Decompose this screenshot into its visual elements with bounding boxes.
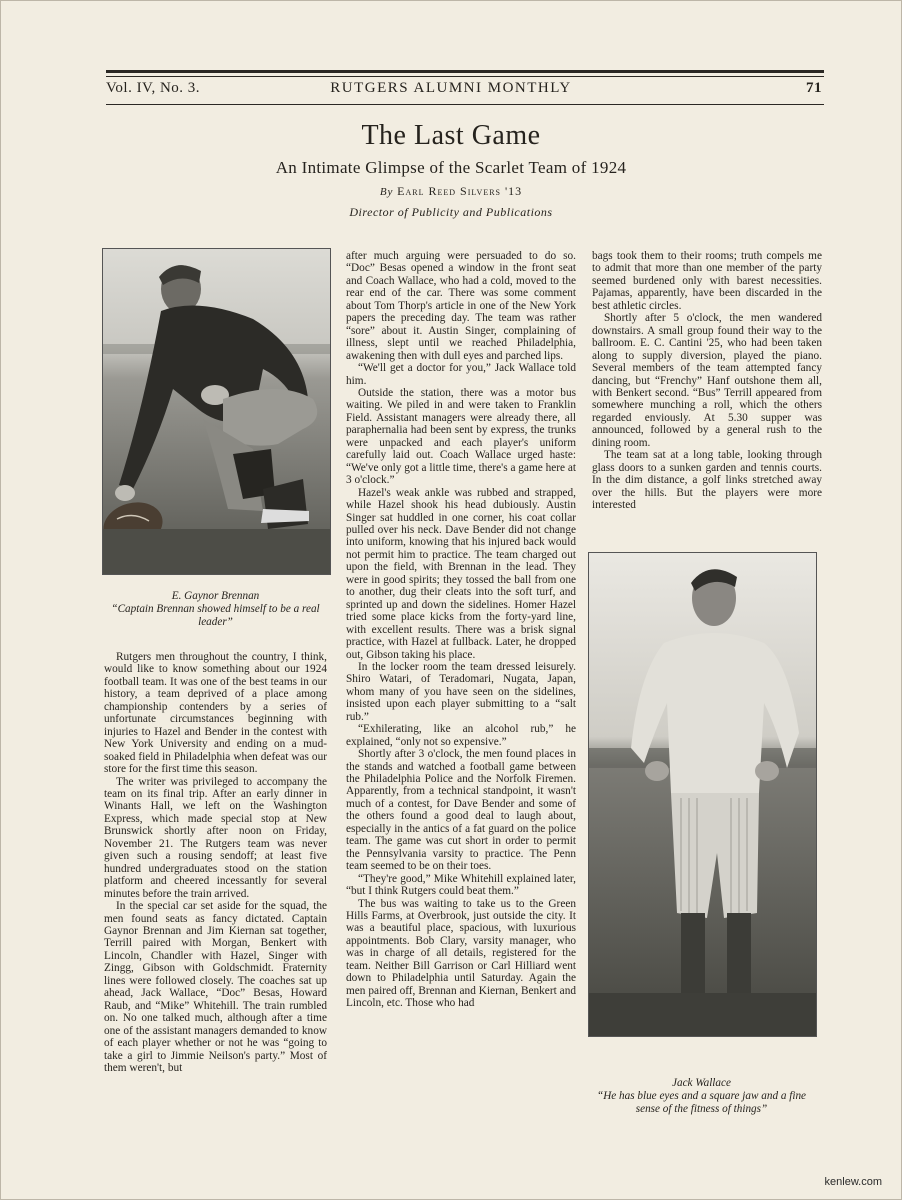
- col2-paragraph: Shortly after 3 o'clock, the men found places in the stands and watched a football game between the Philadelphia Police and the Norfolk Firemen. Apparently, from a technical standpoint, it wasn't much of a contest, for Dave Bender and some of the others found a good deal to laugh about, especially in the antics of a fat guard on the police team. The game was cut short in order to permit the Pennsylvania varsity to practice. The Penn team seemed to be on their toes.: [346, 748, 576, 873]
- publication-name: RUTGERS ALUMNI MONTHLY: [330, 80, 572, 96]
- col2-paragraph: Hazel's weak ankle was rubbed and strapped, while Hazel shook his head dubiously. Austin Singer sat huddled in one corner, his coat collar pulled over his neck. Dave Bender did not change into uniform, knowing that his injured back would not permit him to practice. The team charged out upon the field, with Brennan in the lead. They were in good spirits; they tossed the ball from one to another, dug their cleats into the soft turf, and sprinted up and down the sidelines. Homer Hazel tried some place kicks from the forty-yard line, with excellent results. There was a brisk signal practice, with Hazel at fullback. Later, he dropped out, Gibson taking his place.: [346, 486, 576, 661]
- volume-label: Vol. IV, No. 3.: [106, 80, 201, 96]
- col1-paragraph: In the special car set aside for the squad, the men found seats as fancy dictated. Captain Gaynor Brennan and Jim Kiernan sat together, Terrill paired with Morgan, Benkert with Lincoln, Chandler with Hazel, Singer with Zingg, Gibson with Goldschmidt. Fraternity lines were followed closely. The coaches sat up ahead, Jack Wallace, “Doc” Besas, Howard Raub, and “Mike” Whitehill. The train rumbled on. No one talked much, although after a time one of the assistant managers demanded to know of each player whether or not he was “going to take a girl to Jimmie Neilson's party.” Most of them weren't, but: [104, 900, 327, 1074]
- wallace-caption-name: Jack Wallace: [672, 1077, 731, 1089]
- col2-paragraph: “We'll get a doctor for you,” Jack Wallace told him.: [346, 362, 576, 387]
- brennan-caption-quote: “Captain Brennan showed himself to be a real leader”: [111, 603, 320, 628]
- brennan-caption-name: E. Gaynor Brennan: [171, 590, 260, 602]
- text-column-1: [104, 651, 327, 1074]
- byline-prefix: By: [379, 186, 394, 198]
- brennan-figure-illustration: [103, 249, 330, 574]
- col2-paragraph: “They're good,” Mike Whitehill explained later, “but I think Rutgers could beat them.”: [346, 872, 576, 898]
- header-rule-top-thin: [106, 76, 824, 77]
- col3-paragraph: Shortly after 5 o'clock, the men wandered downstairs. A small group found their way to the ballroom. E. C. Cantini '25, who had been taken along to supply diversion, played the piano. Several members of the team attempted fancy dancing, but “Frenchy” Hanf outshone them all, with Benkert second. “Bus” Terrill appeared from somewhere munching a roll, which the others regarded enviously. At 5.30 supper was announced, followed by a general rush to the dining room.: [592, 312, 822, 449]
- author-name: Earl Reed Silvers '13: [397, 184, 523, 198]
- header-rule-bottom: [106, 104, 824, 105]
- col1-paragraph: Rutgers men throughout the country, I think, would like to know something about our 1924 football team. It was one of the best teams in our history, a team deprived of a place among championship contenders by a series of unfortunate circumstances beginning with injuries to Hazel and Bender in the contest with New York University and ending on a mud-soaked field in Philadelphia when defeat was our store for the first time this season.: [104, 651, 327, 776]
- wallace-figure-illustration: [589, 553, 816, 1036]
- col1-paragraph: The writer was privileged to accompany the team on its final trip. After an early dinner in Winants Hall, we left on the Washington Express, which made special stop at New Brunswick shortly after noon on Friday, November 21. The Rutgers team was never given such a rousing sendoff; at least five hundred undergraduates stood on the station platform and cheered incessantly for several minutes before the train arrived.: [104, 775, 327, 900]
- watermark: kenlew.com: [824, 1176, 882, 1188]
- col2-paragraph: after much arguing were persuaded to do so. “Doc” Besas opened a window in the front seat and Coach Wallace, who had a cold, moved to the rear end of the car. There was some comment about Tom Thorp's article in one of the New York papers the preceding day. The team was rather “sore” about it. Austin Singer, complaining of illness, slept until we reached Philadelphia, awakening then with dull eyes and parched lips.: [346, 250, 576, 362]
- page-number: 71: [806, 80, 822, 96]
- col2-paragraph: The bus was waiting to take us to the Green Hills Farms, at Overbrook, just outside the city. It was a beautiful place, spacious, with luxurious appointments. Bob Clary, varsity manager, who was in charge of all details, registered for the team. Neither Bill Garrison or Carl Hilliard went down to Philadelphia until Saturday. Again the men paired off, Brennan and Kiernan, Benkert and Lincoln, etc. Those who had: [346, 897, 576, 1010]
- article-title: The Last Game: [361, 120, 541, 151]
- header-rule-top: [106, 70, 824, 73]
- col2-paragraph: “Exhilerating, like an alcohol rub,” he explained, “only not so expensive.”: [346, 723, 576, 748]
- text-column-2: [346, 250, 576, 1010]
- photo-wallace: [588, 552, 817, 1037]
- photo-brennan: [102, 248, 331, 575]
- author-title: Director of Publicity and Publications: [349, 205, 553, 219]
- wallace-caption-quote: “He has blue eyes and a square jaw and a fine sense of the fitness of things”: [596, 1090, 807, 1115]
- text-column-3: [592, 250, 822, 512]
- article-subtitle: An Intimate Glimpse of the Scarlet Team of 1924: [275, 158, 627, 177]
- col2-paragraph: In the locker room the team dressed leisurely. Shiro Watari, of Teradomari, Nugata, Japan, whom many of you have seen on the sidelines, insisted upon each player submitting to a “salt rub.”: [346, 660, 576, 723]
- col2-paragraph: Outside the station, there was a motor bus waiting. We piled in and were taken to Franklin Field. Assistant managers were already there, all paraphernalia had been sent by express, the trunks were unpacked and each player's uniform carefully laid out. Coach Wallace urged haste: “We've only got a little time, there's a game here at 3 o'clock.”: [346, 386, 576, 487]
- brennan-caption: [102, 590, 329, 629]
- col3-paragraph: The team sat at a long table, looking through glass doors to a sunken garden and tennis courts. In the dim distance, a golf links stretched away over the hills. But the players were more interested: [592, 449, 822, 512]
- col3-paragraph: bags took them to their rooms; truth compels me to admit that more than one member of the party seemed burdened only with barest necessities. Pajamas, apparently, have been discarded in the best athletic circles.: [592, 250, 822, 312]
- wallace-caption: [588, 1077, 815, 1116]
- byline: [0, 184, 902, 199]
